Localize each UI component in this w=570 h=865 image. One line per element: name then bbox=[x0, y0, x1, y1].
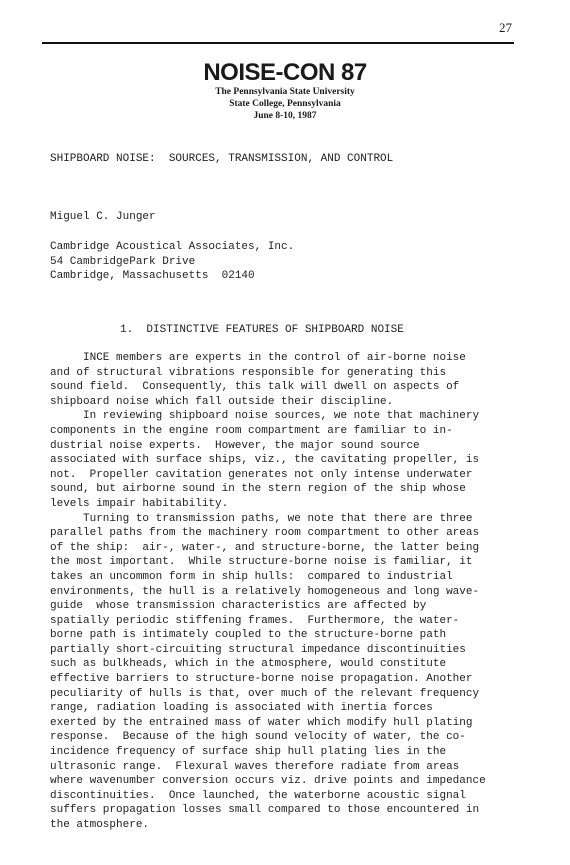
conference-university: The Pennsylvania State University bbox=[215, 87, 355, 97]
section-heading: 1. DISTINCTIVE FEATURES OF SHIPBOARD NOISE bbox=[120, 324, 404, 336]
author-name: Miguel C. Junger bbox=[50, 211, 156, 223]
page-number: 27 bbox=[499, 20, 512, 35]
author-affiliation: Cambridge Acoustical Associates, Inc. 54 CambridgePark Drive Cambridge, Massachusetts 02140 bbox=[50, 241, 295, 283]
conference-date: June 8-10, 1987 bbox=[253, 111, 317, 121]
conference-masthead bbox=[0, 60, 570, 122]
paper-title: SHIPBOARD NOISE: SOURCES, TRANSMISSION, AND CONTROL bbox=[50, 153, 394, 165]
body-text: INCE members are experts in the control of air-borne noise and of structural vibrations responsible for generating this sound field. Consequently, this talk will dwell on aspects of shipboard noise which fall outside their discipline. In reviewing shipboard noise sources, we note that machinery components in the engine room compartment are familiar to in- dustrial noise experts. However, the major sound source associated with surface ships, viz., the cavitating propeller, is not. Propeller cavitation generates not only intense underwater sound, but airborne sound in the stern region of the ship whose levels impair habitability. Turning to transmission paths, we note that there are three parallel paths from the machinery room compartment to other areas of the ship: air-, water-, and structure-borne, the latter being the most important. While structure-borne noise is familiar, it takes an uncommon form in ship hulls: compared to industrial environments, the hull is a relatively homogeneous and long wave- guide whose transmission characteristics are affected by spatially periodic stiffening frames. Furthermore, the water- borne path is intimately coupled to the structure-borne path partially short-circuiting structural impedance discontinuities such as bulkheads, which in the atmosphere, would constitute effective barriers to structure-borne noise propagation. Another peculiarity of hulls is that, over much of the relevant frequency range, radiation loading is associated with inertia forces exerted by the entrained mass of water which modify hull plating response. Because of the high sound velocity of water, the co- incidence frequency of surface ship hull plating lies in the ultrasonic range. Flexural waves therefore radiate from areas where wavenumber conversion occurs viz. drive points and impedance discontinuities. Once launched, the waterborne acoustic signal suffers propagation losses small compared to those encountered in the atmosphere. bbox=[50, 352, 486, 831]
conference-name: NOISE-CON 87 bbox=[203, 59, 367, 86]
header-rule bbox=[42, 42, 514, 44]
conference-location: State College, Pennsylvania bbox=[229, 99, 341, 109]
